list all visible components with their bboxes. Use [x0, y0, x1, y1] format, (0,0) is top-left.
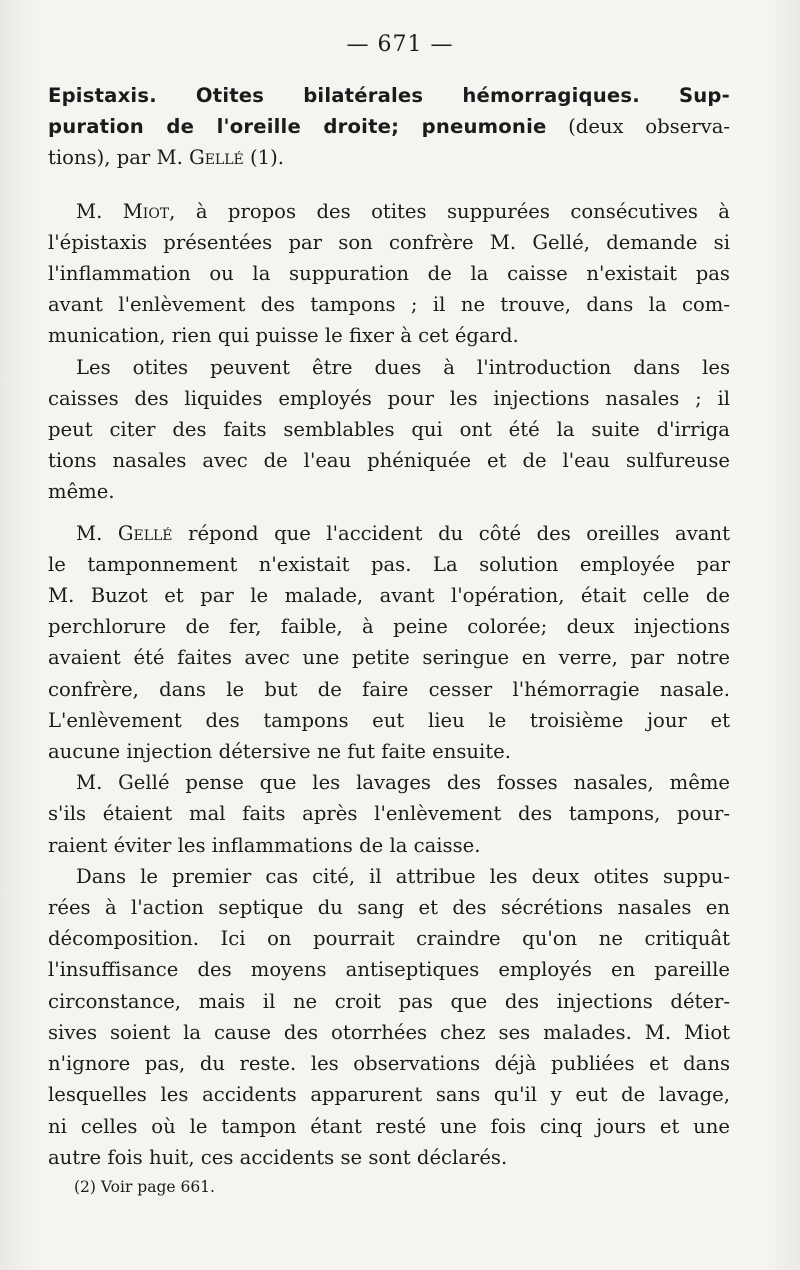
speaker-name: Gellé	[117, 521, 173, 545]
paragraph-1-line-1	[48, 196, 730, 227]
paragraph-5-line-2: rées à l'action septique du sang et des sécrétions nasales en	[48, 896, 730, 920]
paragraph-1-line-2: l'épistaxis présentées par son confrère M. Gellé, demande si	[48, 230, 730, 254]
paragraph-3-line-2: le tamponnement n'existait pas. La solution employée par	[48, 552, 730, 576]
paragraph-1-line-5: munication, rien qui puisse le fixer à cet égard.	[48, 324, 519, 348]
heading-note: (deux observa-	[546, 115, 730, 139]
heading-title-part-2: puration de l'oreille droite; pneumonie	[48, 115, 547, 139]
paragraph-1-line-3: l'inflammation ou la suppuration de la caisse n'existait pas	[48, 262, 730, 286]
paragraph-5-line-5: circonstance, mais il ne croit pas que des injections déter-	[48, 989, 730, 1013]
paragraph-2-line-4: tions nasales avec de l'eau phéniquée et de l'eau sulfureuse	[48, 449, 730, 473]
paragraph-2-line-3: peut citer des faits semblables qui ont été la suite d'irriga	[48, 418, 730, 442]
paragraph-3-line-7: L'enlèvement des tampons eut lieu le troisième jour et	[48, 708, 730, 732]
heading-footnote-ref: (1).	[243, 146, 284, 170]
heading-title-part-1: Epistaxis. Otites bilatérales hémorragiques. Sup-	[48, 84, 730, 107]
paragraph-5-line-8: lesquelles les accidents apparurent sans qu'il y eut de lavage,	[48, 1083, 730, 1107]
paragraph-5-line-7: n'ignore pas, du reste. les observations déjà publiées et dans	[48, 1052, 730, 1076]
paragraph-2-line-1: Les otites peuvent être dues à l'introduction dans les	[76, 355, 730, 379]
paragraph-5-line-3: décomposition. Ici on pourrait craindre qu'on ne critiquât	[48, 927, 730, 951]
paragraph-3-line-5: avaient été faites avec une petite seringue en verre, par notre	[48, 646, 730, 670]
heading-line-3	[48, 142, 730, 173]
paragraph-5-line-9: ni celles où le tampon étant resté une fois cinq jours et une	[48, 1114, 730, 1138]
paragraph-text: , à propos des otites suppurées consécutives à	[169, 199, 730, 223]
paragraph-3-line-1	[48, 518, 730, 549]
page-number: — 671 —	[346, 32, 454, 57]
paragraph-2-line-5: même.	[48, 480, 115, 504]
paragraph-5-line-6: sives soient la cause des otorrhées chez ses malades. M. Miot	[48, 1020, 730, 1044]
footnote: (2) Voir page 661.	[74, 1178, 215, 1196]
paragraph-3-line-6: confrère, dans le but de faire cesser l'hémorragie nasale.	[48, 677, 730, 701]
paragraph-5-line-1: Dans le premier cas cité, il attribue les deux otites suppu-	[76, 864, 730, 888]
paragraph-3-line-3: M. Buzot et par le malade, avant l'opération, était celle de	[48, 584, 730, 608]
paragraph-4-line-1: M. Gellé pense que les lavages des fosses nasales, même	[76, 771, 730, 795]
paragraph-text: répond que l'accident du côté des oreilles avant	[172, 521, 730, 545]
speaker-prefix: M.	[76, 199, 123, 223]
paragraph-5-line-10: autre fois huit, ces accidents se sont déclarés.	[48, 1145, 508, 1169]
speaker-name: Miot	[122, 199, 170, 223]
paragraph-1-line-4: avant l'enlèvement des tampons ; il ne trouve, dans la com-	[48, 293, 730, 317]
heading-line-1	[48, 80, 730, 111]
heading-author-name: Gellé	[189, 146, 244, 170]
paragraph-4-line-2: s'ils étaient mal faits après l'enlèvement des tampons, pour-	[48, 802, 730, 826]
paragraph-4-line-3: raient éviter les inflammations de la caisse.	[48, 833, 481, 857]
speaker-prefix: M.	[76, 521, 118, 545]
paragraph-3-line-8: aucune injection détersive ne fut faite ensuite.	[48, 740, 512, 764]
heading-author-prefix: tions), par M.	[48, 146, 190, 170]
heading-line-2	[48, 111, 730, 142]
paragraph-3-line-4: perchlorure de fer, faible, à peine colorée; deux injections	[48, 615, 730, 639]
paragraph-2-line-2: caisses des liquides employés pour les injections nasales ; il	[48, 386, 730, 410]
article-text	[48, 80, 730, 1173]
paragraph-5-line-4: l'insuffisance des moyens antiseptiques employés en pareille	[48, 958, 730, 982]
